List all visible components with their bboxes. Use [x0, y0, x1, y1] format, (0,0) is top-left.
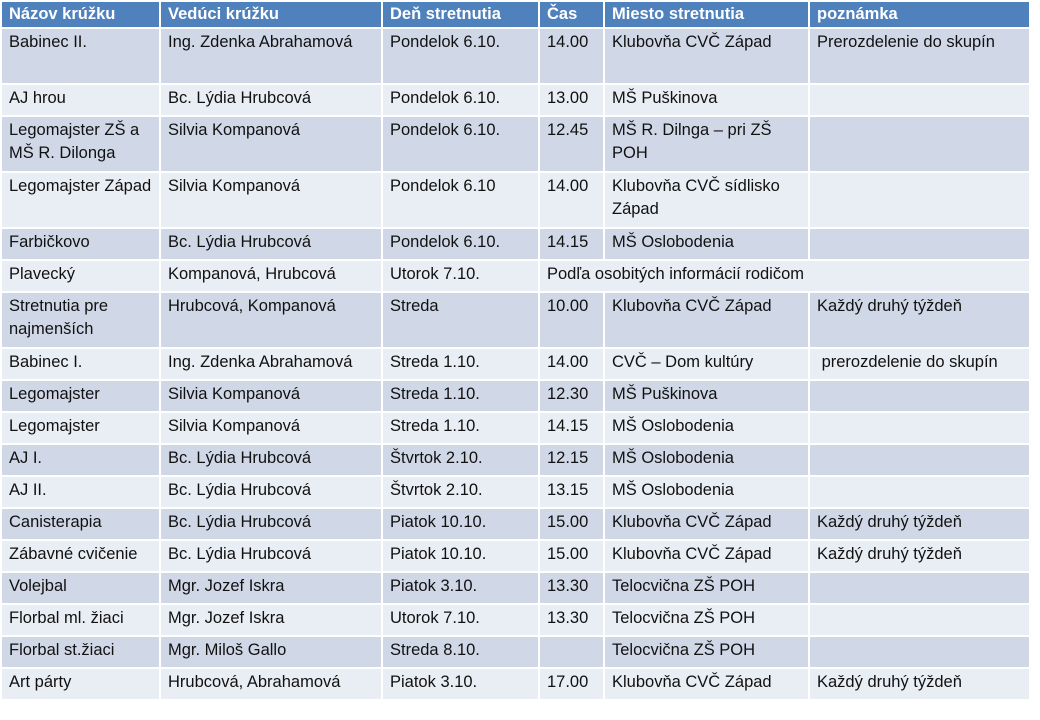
cell-leader: Hrubcová, Kompanová [160, 292, 382, 348]
cell-day: Streda [382, 292, 539, 348]
cell-day: Pondelok 6.10. [382, 116, 539, 172]
table-row [1, 380, 1030, 412]
cell-place: Telocvična ZŠ POH [604, 604, 809, 636]
table-row [1, 540, 1030, 572]
cell-day: Streda 8.10. [382, 636, 539, 668]
cell-leader: Mgr. Jozef Iskra [160, 604, 382, 636]
cell-time: 12.30 [539, 380, 604, 412]
cell-note [809, 476, 1030, 508]
cell-note [809, 84, 1030, 116]
table-row [1, 668, 1030, 700]
cell-day: Štvrtok 2.10. [382, 476, 539, 508]
cell-day: Pondelok 6.10. [382, 28, 539, 84]
cell-place: MŠ Oslobodenia [604, 228, 809, 260]
cell-place: Telocvična ZŠ POH [604, 636, 809, 668]
cell-time: 14.00 [539, 172, 604, 228]
table-row [1, 412, 1030, 444]
table-row [1, 636, 1030, 668]
cell-time: 12.15 [539, 444, 604, 476]
cell-time: 12.45 [539, 116, 604, 172]
cell-leader: Bc. Lýdia Hrubcová [160, 476, 382, 508]
cell-time: 14.15 [539, 228, 604, 260]
cell-place: Klubovňa CVČ Západ [604, 508, 809, 540]
cell-name: Plavecký [1, 260, 160, 292]
cell-leader: Bc. Lýdia Hrubcová [160, 84, 382, 116]
cell-name: AJ I. [1, 444, 160, 476]
cell-name: Volejbal [1, 572, 160, 604]
table-header [1, 1, 1030, 28]
cell-note: Každý druhý týždeň [809, 292, 1030, 348]
table-row [1, 508, 1030, 540]
cell-time: 14.00 [539, 28, 604, 84]
cell-time: 13.30 [539, 604, 604, 636]
cell-name: AJ hrou [1, 84, 160, 116]
cell-note: Každý druhý týždeň [809, 540, 1030, 572]
table-row [1, 228, 1030, 260]
cell-place: CVČ – Dom kultúry [604, 348, 809, 380]
cell-day: Pondelok 6.10 [382, 172, 539, 228]
cell-day: Utorok 7.10. [382, 260, 539, 292]
cell-name: Zábavné cvičenie [1, 540, 160, 572]
cell-day: Piatok 10.10. [382, 540, 539, 572]
cell-name: Legomajster Západ [1, 172, 160, 228]
cell-day: Piatok 10.10. [382, 508, 539, 540]
table-row [1, 260, 1030, 292]
cell-place: MŠ Oslobodenia [604, 412, 809, 444]
cell-name: Babinec I. [1, 348, 160, 380]
cell-time: 15.00 [539, 540, 604, 572]
cell-note [809, 412, 1030, 444]
cell-note [809, 228, 1030, 260]
header-poznamka: poznámka [809, 1, 1030, 28]
cell-note [809, 172, 1030, 228]
cell-leader: Silvia Kompanová [160, 412, 382, 444]
cell-time: 10.00 [539, 292, 604, 348]
header-miesto-stretnutia: Miesto stretnutia [604, 1, 809, 28]
cell-day: Streda 1.10. [382, 380, 539, 412]
table-row [1, 444, 1030, 476]
cell-day: Štvrtok 2.10. [382, 444, 539, 476]
table-body [1, 28, 1030, 700]
table-row [1, 476, 1030, 508]
cell-name: Legomajster ZŠ a MŠ R. Dilonga [1, 116, 160, 172]
cell-note [809, 444, 1030, 476]
cell-place: MŠ Oslobodenia [604, 476, 809, 508]
cell-name: Legomajster [1, 380, 160, 412]
table-row [1, 572, 1030, 604]
cell-note [809, 572, 1030, 604]
table-row [1, 348, 1030, 380]
cell-name: Canisterapia [1, 508, 160, 540]
cell-place: MŠ R. Dilnga – pri ZŠ POH [604, 116, 809, 172]
cell-day: Pondelok 6.10. [382, 84, 539, 116]
cell-place: MŠ Puškinova [604, 380, 809, 412]
cell-leader: Silvia Kompanová [160, 116, 382, 172]
cell-place: Klubovňa CVČ Západ [604, 668, 809, 700]
cell-leader: Mgr. Jozef Iskra [160, 572, 382, 604]
cell-leader: Hrubcová, Abrahamová [160, 668, 382, 700]
cell-name: Babinec II. [1, 28, 160, 84]
cell-name: AJ II. [1, 476, 160, 508]
cell-note [809, 380, 1030, 412]
cell-leader: Bc. Lýdia Hrubcová [160, 444, 382, 476]
cell-time: 15.00 [539, 508, 604, 540]
table-row [1, 84, 1030, 116]
cell-place: Klubovňa CVČ sídlisko Západ [604, 172, 809, 228]
cell-leader: Bc. Lýdia Hrubcová [160, 508, 382, 540]
table-row [1, 604, 1030, 636]
cell-day: Streda 1.10. [382, 348, 539, 380]
cell-note: prerozdelenie do skupín [809, 348, 1030, 380]
cell-place: Klubovňa CVČ Západ [604, 28, 809, 84]
cell-day: Streda 1.10. [382, 412, 539, 444]
cell-merged-info: Podľa osobitých informácií rodičom [539, 260, 1030, 292]
cell-day: Utorok 7.10. [382, 604, 539, 636]
cell-note: Každý druhý týždeň [809, 668, 1030, 700]
cell-leader: Bc. Lýdia Hrubcová [160, 540, 382, 572]
cell-note [809, 636, 1030, 668]
cell-note: Prerozdelenie do skupín [809, 28, 1030, 84]
cell-note [809, 116, 1030, 172]
cell-day: Pondelok 6.10. [382, 228, 539, 260]
header-nazov-kruzku: Názov krúžku [1, 1, 160, 28]
cell-time: 14.15 [539, 412, 604, 444]
header-cas: Čas [539, 1, 604, 28]
table-row [1, 116, 1030, 172]
table-row [1, 172, 1030, 228]
table-row [1, 292, 1030, 348]
cell-name: Florbal st.žiaci [1, 636, 160, 668]
cell-time: 13.15 [539, 476, 604, 508]
cell-leader: Silvia Kompanová [160, 172, 382, 228]
cell-name: Florbal ml. žiaci [1, 604, 160, 636]
cell-leader: Bc. Lýdia Hrubcová [160, 228, 382, 260]
cell-leader: Kompanová, Hrubcová [160, 260, 382, 292]
cell-place: Klubovňa CVČ Západ [604, 292, 809, 348]
cell-day: Piatok 3.10. [382, 572, 539, 604]
cell-place: Klubovňa CVČ Západ [604, 540, 809, 572]
cell-time [539, 636, 604, 668]
cell-time: 14.00 [539, 348, 604, 380]
cell-name: Stretnutia pre najmenších [1, 292, 160, 348]
cell-leader: Silvia Kompanová [160, 380, 382, 412]
cell-place: MŠ Puškinova [604, 84, 809, 116]
cell-note: Každý druhý týždeň [809, 508, 1030, 540]
header-veduci-kruzku: Vedúci krúžku [160, 1, 382, 28]
header-row [1, 1, 1030, 28]
cell-name: Legomajster [1, 412, 160, 444]
cell-place: Telocvična ZŠ POH [604, 572, 809, 604]
cell-time: 13.30 [539, 572, 604, 604]
cell-leader: Ing. Zdenka Abrahamová [160, 348, 382, 380]
table-row [1, 28, 1030, 84]
cell-name: Farbičkovo [1, 228, 160, 260]
cell-name: Art párty [1, 668, 160, 700]
cell-leader: Ing. Zdenka Abrahamová [160, 28, 382, 84]
cell-time: 17.00 [539, 668, 604, 700]
cell-leader: Mgr. Miloš Gallo [160, 636, 382, 668]
header-den-stretnutia: Deň stretnutia [382, 1, 539, 28]
cell-time: 13.00 [539, 84, 604, 116]
cell-place: MŠ Oslobodenia [604, 444, 809, 476]
cell-note [809, 604, 1030, 636]
cell-day: Piatok 3.10. [382, 668, 539, 700]
